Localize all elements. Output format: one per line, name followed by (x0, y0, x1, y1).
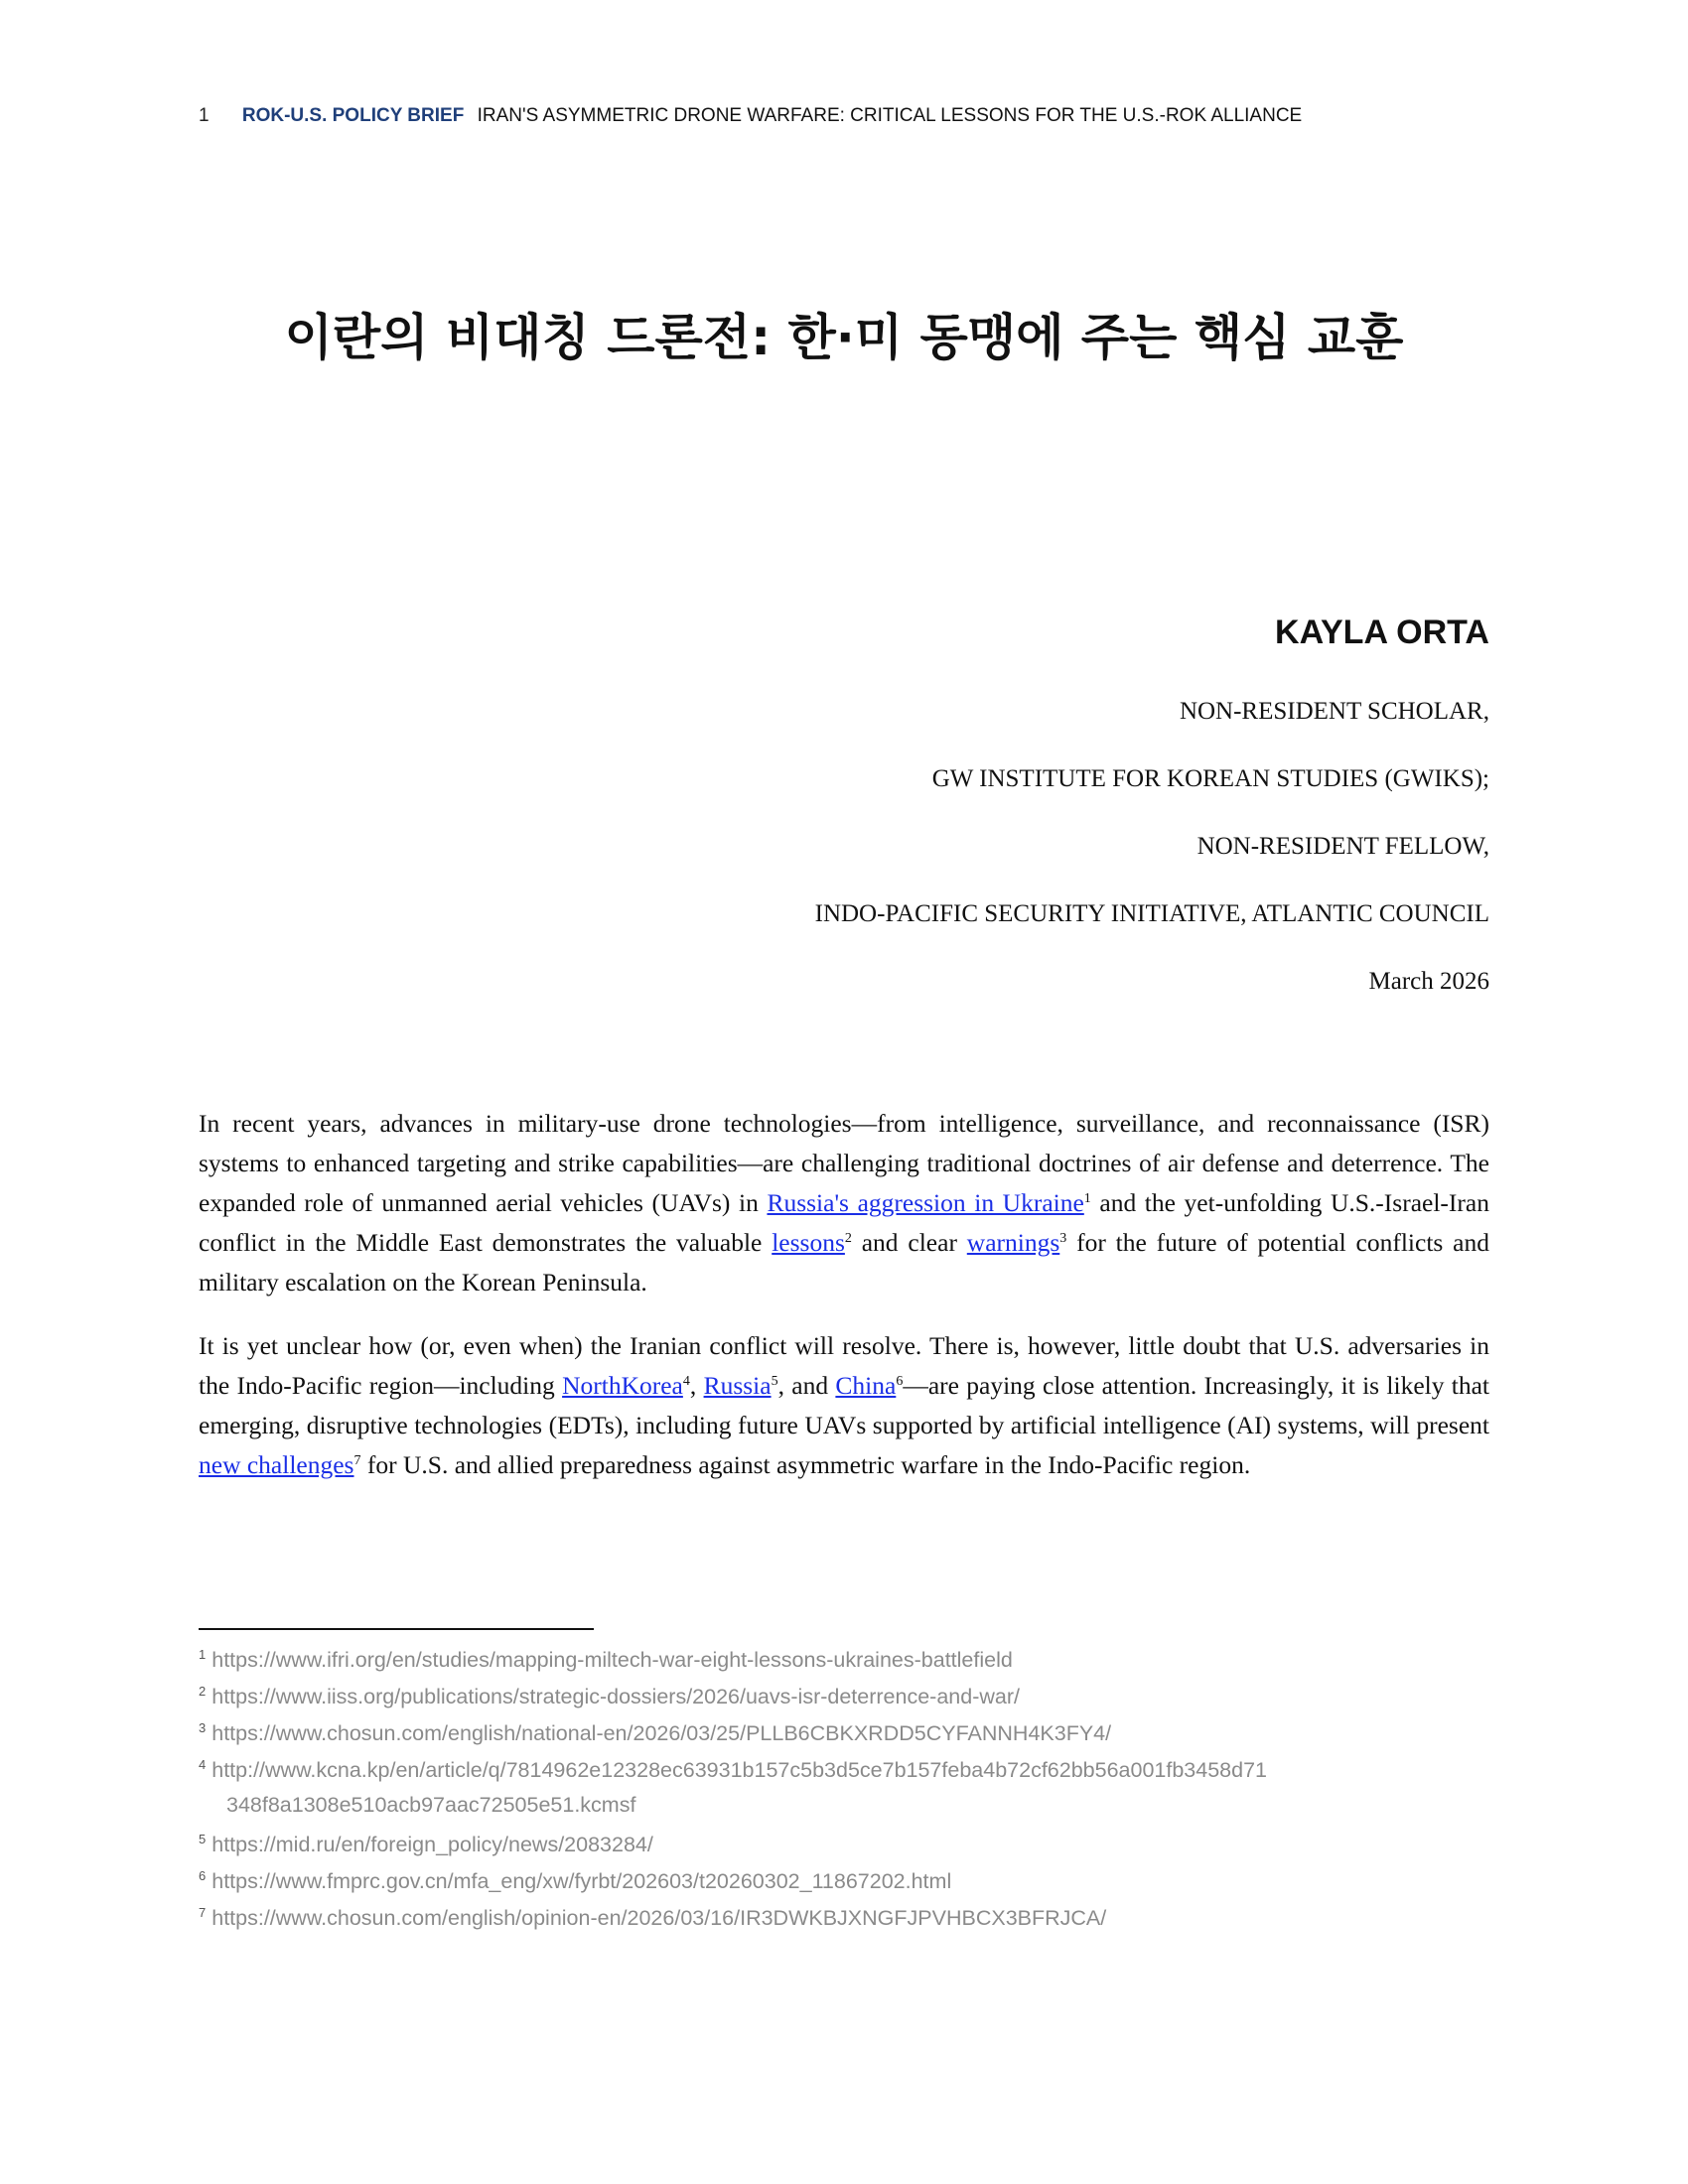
brief-series-label: ROK-U.S. POLICY BRIEF (241, 105, 465, 126)
footnote-url[interactable]: http://www.kcna.kp/en/article/q/7814962e12328ec63931b157c5b3d5ce7b157feba4b72cf62bb56a001fb3458d71 (211, 1758, 1267, 1782)
footnote-ref: 5 (771, 1374, 778, 1389)
footnote-url[interactable]: https://www.fmprc.gov.cn/mfa_eng/xw/fyrbt/202603/t20260302_11867202.html (211, 1869, 952, 1893)
footnote: $^2$ https://www.iiss.org/publications/strategic-dossiers/2026/uavs-isr-deterrence-and-war/ (199, 1684, 1020, 1708)
body-paragraph-2: It is yet unclear how (or, even when) the Iranian conflict will resolve. There is, however, little doubt that U.S. adversaries in the Indo-Pacific region—including NorthKorea$^4$, Russia$^5$, and China$^6$—are paying close attention. Increasingly, it is likely that emerging, disruptive technologies (EDTs), including future UAVs supported by artificial intelligence (AI) systems, will present new challenges$^7$ for U.S. and allied preparedness against asymmetric warfare in the Indo-Pacific region. (199, 1331, 1490, 1479)
link-warnings[interactable]: warnings (966, 1228, 1060, 1257)
affiliation-line: NON-RESIDENT FELLOW, (1196, 833, 1489, 860)
link-lessons[interactable]: lessons (772, 1228, 845, 1257)
footnote-ref: 2 (844, 1231, 852, 1246)
link-russia-aggression-ukraine[interactable]: Russia's aggression in Ukraine (767, 1188, 1084, 1217)
link-new-challenges[interactable]: new challenges (199, 1450, 354, 1479)
footnote: $^5$ https://mid.ru/en/foreign_policy/news/2083284/ (199, 1832, 653, 1856)
link-north-korea[interactable]: NorthKorea (562, 1371, 683, 1400)
page-number: 1 (199, 105, 210, 126)
footnote: $^7$ https://www.chosun.com/english/opinion-en/2026/03/16/IR3DWKBJXNGFJPVHBCX3BFRJCA/ (199, 1905, 1107, 1930)
footnote-url-continued[interactable]: 348f8a1308e510acb97aac72505e51.kcmsf (226, 1793, 636, 1817)
footnote-ref: 7 (353, 1453, 361, 1468)
footnote: $^6$ https://www.fmprc.gov.cn/mfa_eng/xw/fyrbt/202603/t20260302_11867202.html (199, 1868, 952, 1893)
footnote-ref: 6 (896, 1374, 904, 1389)
footnote-url[interactable]: https://www.chosun.com/english/national-en/2026/03/25/PLLB6CBKXRDD5CYFANNH4K3FY4/ (211, 1721, 1112, 1745)
footnote-url[interactable]: https://mid.ru/en/foreign_policy/news/2083284/ (211, 1833, 653, 1856)
link-china[interactable]: China (835, 1371, 897, 1400)
affiliation-line: NON-RESIDENT SCHOLAR, (1179, 698, 1489, 725)
footnote-url[interactable]: https://www.ifri.org/en/studies/mapping-miltech-war-eight-lessons-ukraines-battlefield (211, 1648, 1013, 1672)
header-subtitle: IRAN'S ASYMMETRIC DRONE WARFARE: CRITICAL LESSONS FOR THE U.S.-ROK ALLIANCE (477, 105, 1303, 126)
affiliation-line: GW INSTITUTE FOR KOREAN STUDIES (GWIKS); (931, 765, 1489, 792)
footnote-url[interactable]: https://www.chosun.com/english/opinion-en/2026/03/16/IR3DWKBJXNGFJPVHBCX3BFRJCA/ (211, 1906, 1107, 1930)
link-russia[interactable]: Russia (703, 1371, 772, 1400)
running-header (199, 105, 1489, 127)
footnote: $^1$ https://www.ifri.org/en/studies/mapping-miltech-war-eight-lessons-ukraines-battlefield (199, 1647, 1013, 1672)
footnote: $^4$ http://www.kcna.kp/en/article/q/7814962e12328ec63931b157c5b3d5ce7b157feba4b72cf62bb56a001fb3458d71 348f8a1308e510acb97aac72505e51.kcmsf (199, 1758, 1489, 1818)
footnote: $^3$ https://www.chosun.com/english/national-en/2026/03/25/PLLB6CBKXRDD5CYFANNH4K3FY4/ (199, 1720, 1112, 1745)
body-paragraph-1: In recent years, advances in military-use drone technologies—from intelligence, surveillance, and reconnaissance (ISR) systems to enhanced targeting and strike capabilities—are challenging traditional doctrines of air defense and deterrence. The expanded role of unmanned aerial vehicles (UAVs) in Russia's aggression in Ukraine$^1$ and the yet-unfolding U.S.-Israel-Iran conflict in the Middle East demonstrates the valuable lessons$^2$ and clear warnings$^3$ for the future of potential conflicts and military escalation on the Korean Peninsula. (199, 1109, 1489, 1297)
footnote-ref: 1 (1083, 1191, 1091, 1206)
footnote-ref: 4 (682, 1374, 690, 1389)
affiliation-line: INDO-PACIFIC SECURITY INITIATIVE, ATLANTIC COUNCIL (814, 900, 1489, 927)
footnote-ref: 3 (1059, 1231, 1067, 1246)
footnote-url[interactable]: https://www.iiss.org/publications/strategic-dossiers/2026/uavs-isr-deterrence-and-war/ (211, 1685, 1020, 1708)
footnote-divider (199, 1628, 594, 1630)
document-title: 이란의 비대칭 드론전: 한·미 동맹에 주는 핵심 교훈 (284, 309, 1404, 366)
publication-date: March 2026 (1368, 968, 1489, 995)
author-name: KAYLA ORTA (1275, 614, 1489, 651)
